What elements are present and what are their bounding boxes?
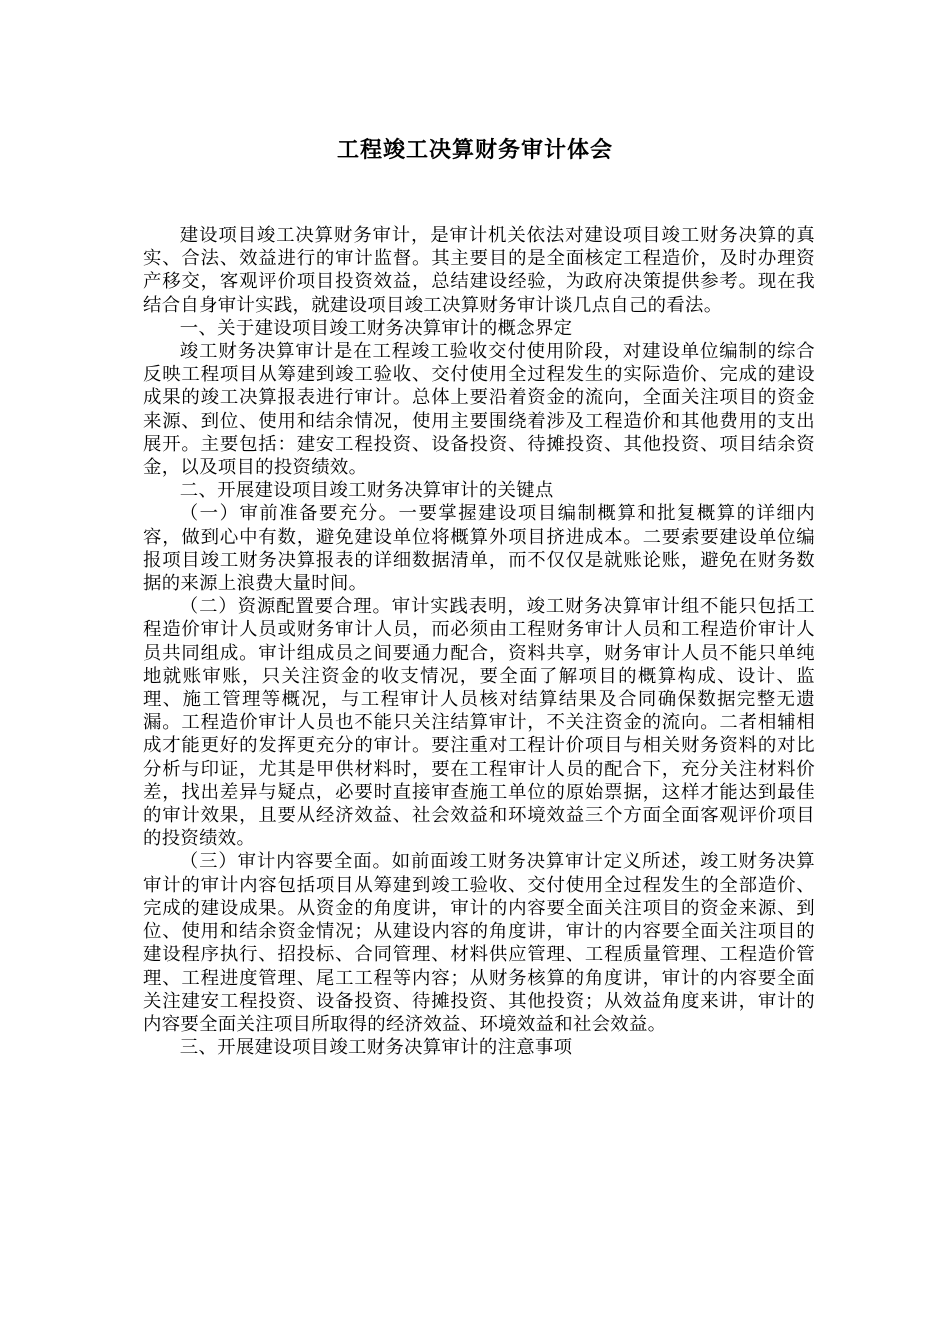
paragraph-intro: 建设项目竣工决算财务审计，是审计机关依法对建设项目竣工财务决算的真实、合法、效益进行的审计监督。其主要目的是全面核定工程造价，及时办理资产移交，客观评价项目投资效益，总结建设经验，为政府决策提供参考。现在我结合自身审计实践，就建设项目竣工决算财务审计谈几点自己的看法。 — [143, 225, 815, 316]
document-title: 工程竣工决算财务审计体会 — [336, 137, 613, 163]
section-heading-3: 三、开展建设项目竣工财务决算审计的注意事项 — [179, 1037, 573, 1059]
paragraph-concept: 竣工财务决算审计是在工程竣工验收交付使用阶段，对建设单位编制的综合反映工程项目从筹建到竣工验收、交付使用全过程发生的实际造价、完成的建设成果的竣工决算报表进行审计。总体上要沿着资金的流向，全面关注项目的资金来源、到位、使用和结余情况，使用主要围绕着涉及工程造价和其他费用的支出展开。主要包括：建安工程投资、设备投资、待摊投资、其他投资、项目结余资金，以及项目的投资绩效。 — [143, 341, 815, 479]
section-heading-2: 二、开展建设项目竣工财务决算审计的关键点 — [179, 480, 554, 502]
document-body — [143, 224, 815, 1059]
paragraph-content: （三）审计内容要全面。如前面竣工财务决算审计定义所述，竣工财务决算审计的审计内容包括项目从筹建到竣工验收、交付使用全过程发生的全部造价、完成的建设成果。从资金的角度讲，审计的内容要全面关注项目的资金来源、到位、使用和结余资金情况；从建设内容的角度讲，审计的内容要全面关注项目的建设程序执行、招投标、合同管理、材料供应管理、工程质量管理、工程造价管理、工程进度管理、尾工工程等内容；从财务核算的角度讲，审计的内容要全面关注建安工程投资、设备投资、待摊投资、其他投资；从效益角度来讲，审计的内容要全面关注项目所取得的经济效益、环境效益和社会效益。 — [143, 851, 815, 1035]
paragraph-preparation: （一）审前准备要充分。一要掌握建设项目编制概算和批复概算的详细内容，做到心中有数，避免建设单位将概算外项目挤进成本。二要索要建设单位编报项目竣工财务决算报表的详细数据清单，而不仅仅是就账论账，避免在财务数据的来源上浪费大量时间。 — [143, 503, 815, 595]
paragraph-resources: （二）资源配置要合理。审计实践表明，竣工财务决算审计组不能只包括工程造价审计人员或财务审计人员，而必须由工程财务审计人员和工程造价审计人员共同组成。审计组成员之间要通力配合，资料共享，财务审计人员不能只单纯地就账审账，只关注资金的收支情况，要全面了解项目的概算构成、设计、监理、施工管理等概况，与工程审计人员核对结算结果及合同确保数据完整无遗漏。工程造价审计人员也不能只关注结算审计，不关注资金的流向。二者相辅相成才能更好的发挥更充分的审计。要注重对工程计价项目与相关财务资料的对比分析与印证，尤其是甲供材料时，要在工程审计人员的配合下，充分关注材料价差，找出差异与疑点，必要时直接审查施工单位的原始票据，这样才能达到最佳的审计效果，且要从经济效益、社会效益和环境效益三个方面全面客观评价项目的投资绩效。 — [143, 596, 815, 850]
section-heading-1: 一、关于建设项目竣工财务决算审计的概念界定 — [179, 317, 573, 339]
